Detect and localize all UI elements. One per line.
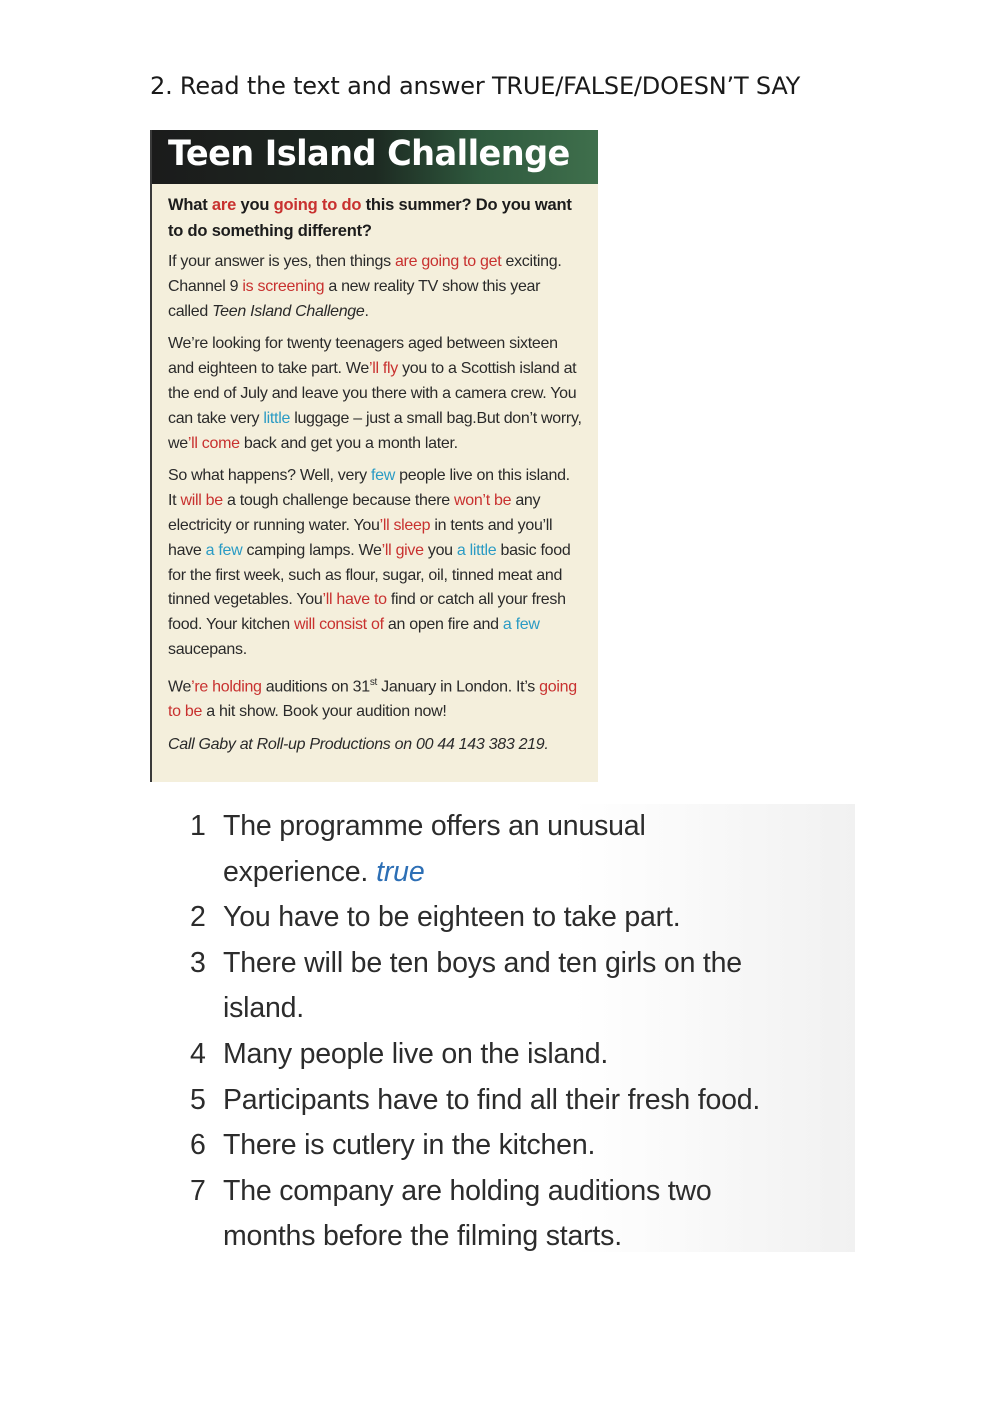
question-text-line: months before the filming starts. xyxy=(223,1220,622,1253)
question-text-line: There is cutlery in the kitchen. xyxy=(223,1129,596,1162)
question-text xyxy=(223,850,424,896)
question-text xyxy=(223,986,304,1032)
text-segment: any electricity or running water. You xyxy=(168,492,541,534)
highlighted-phrase: ’ll have to xyxy=(322,591,387,609)
question-text-line: experience. xyxy=(223,855,369,888)
question-text xyxy=(223,941,742,987)
question-list xyxy=(150,804,855,1252)
article-paragraph-2 xyxy=(168,332,582,456)
text-segment: What xyxy=(168,196,212,214)
highlighted-phrase: ’re holding xyxy=(191,678,262,696)
question-text-line: Many people live on the island. xyxy=(223,1038,609,1070)
highlighted-phrase: won’t be xyxy=(453,492,512,510)
text-segment: a new reality TV show this year called xyxy=(168,277,541,320)
question-text-line: You have to be eighteen to take part. xyxy=(223,901,681,934)
article-title: Teen Island Challenge xyxy=(168,134,570,174)
question-number: 7 xyxy=(190,1174,206,1207)
highlighted-phrase: a few xyxy=(502,616,540,634)
text-segment: We xyxy=(168,678,192,696)
text-segment: a tough challenge because there xyxy=(222,492,454,510)
text-segment: January in London. It’s xyxy=(377,678,540,696)
article-banner xyxy=(152,130,598,184)
highlighted-phrase: a little xyxy=(456,541,497,559)
article-paragraph-3 xyxy=(168,464,582,662)
highlighted-phrase: a few xyxy=(205,541,243,559)
article-paragraph-1 xyxy=(168,250,582,324)
article-body xyxy=(152,184,598,757)
text-segment: auditions on 31 xyxy=(261,678,370,696)
text-segment: If your answer is yes, then things xyxy=(168,253,395,270)
question-text xyxy=(223,1123,595,1169)
question-text-line: island. xyxy=(223,992,304,1025)
text-segment: you xyxy=(236,196,274,214)
text-segment: exciting. Channel 9 xyxy=(168,253,562,295)
text-segment: Teen Island Challenge xyxy=(212,302,365,320)
highlighted-phrase: ’ll come xyxy=(187,434,240,452)
article-lead xyxy=(168,192,582,244)
text-segment: you xyxy=(423,541,457,559)
question-number: 5 xyxy=(190,1083,206,1116)
highlighted-phrase: going to be xyxy=(168,678,577,720)
question-number: 6 xyxy=(190,1129,206,1162)
text-segment: people live on this island. It xyxy=(168,467,570,510)
highlighted-phrase: ’ll sleep xyxy=(379,516,431,534)
question-text xyxy=(223,1078,760,1124)
question-text-line: There will be ten boys and ten girls on the xyxy=(223,946,742,979)
text-segment: So what happens? Well, very xyxy=(168,467,371,485)
question-number: 2 xyxy=(190,901,206,934)
question-number: 4 xyxy=(190,1038,206,1070)
question-number: 3 xyxy=(190,946,206,979)
text-segment: . xyxy=(364,302,369,320)
text-segment: camping lamps. We xyxy=(242,541,382,559)
question-text xyxy=(223,1214,622,1260)
text-segment: back and get you a month later. xyxy=(239,434,458,452)
question-text xyxy=(223,804,646,850)
text-segment: a hit show. Book your audition now! xyxy=(202,702,447,720)
question-text xyxy=(223,1032,608,1078)
text-segment: this summer? Do you want to do something different? xyxy=(168,196,572,240)
question-text xyxy=(223,895,680,941)
question-answer: true xyxy=(376,855,425,888)
highlighted-phrase: few xyxy=(370,467,395,485)
highlighted-phrase: are going to get xyxy=(394,253,502,270)
text-segment: in tents and you’ll have xyxy=(168,516,553,559)
highlighted-phrase: will be xyxy=(180,492,223,510)
highlighted-phrase: ’ll give xyxy=(381,541,424,559)
highlighted-phrase: little xyxy=(263,409,291,427)
highlighted-phrase: are xyxy=(211,196,237,214)
highlighted-phrase: going to do xyxy=(273,196,362,214)
text-segment: saucepans. xyxy=(168,640,247,658)
text-segment: We’re looking for twenty teenagers aged between sixteen and eighteen to take part. We xyxy=(168,335,558,378)
question-number: 1 xyxy=(190,810,206,842)
highlighted-phrase: is screening xyxy=(242,277,325,295)
question-text-line: Participants have to find all their fresh food. xyxy=(223,1083,761,1116)
text-segment: luggage – just a small bag.But don’t worry, we xyxy=(168,409,582,452)
text-segment: an open fire and xyxy=(383,616,503,634)
question-text xyxy=(223,1169,711,1215)
text-segment: you to a Scottish island at the end of July and leave you there with a camera crew. You can take very xyxy=(168,360,577,427)
question-text-line: The company are holding auditions two xyxy=(223,1174,712,1207)
text-segment: st xyxy=(369,676,378,688)
instruction-heading: 2. Read the text and answer TRUE/FALSE/DOESN’T SAY xyxy=(150,72,801,100)
article-card xyxy=(150,130,598,782)
text-segment: basic food for the first week, such as flour, sugar, oil, tinned meat and tinned vegetables. You xyxy=(168,541,571,609)
highlighted-phrase: ’ll fly xyxy=(368,360,398,378)
contact-line: Call Gaby at Roll-up Productions on 00 44 143 383 219. xyxy=(168,735,549,753)
article-paragraph-4 xyxy=(168,671,582,725)
highlighted-phrase: will consist of xyxy=(293,616,384,634)
text-segment: find or catch all your fresh food. Your kitchen xyxy=(168,591,566,634)
question-text-line: The programme offers an unusual xyxy=(223,810,646,842)
